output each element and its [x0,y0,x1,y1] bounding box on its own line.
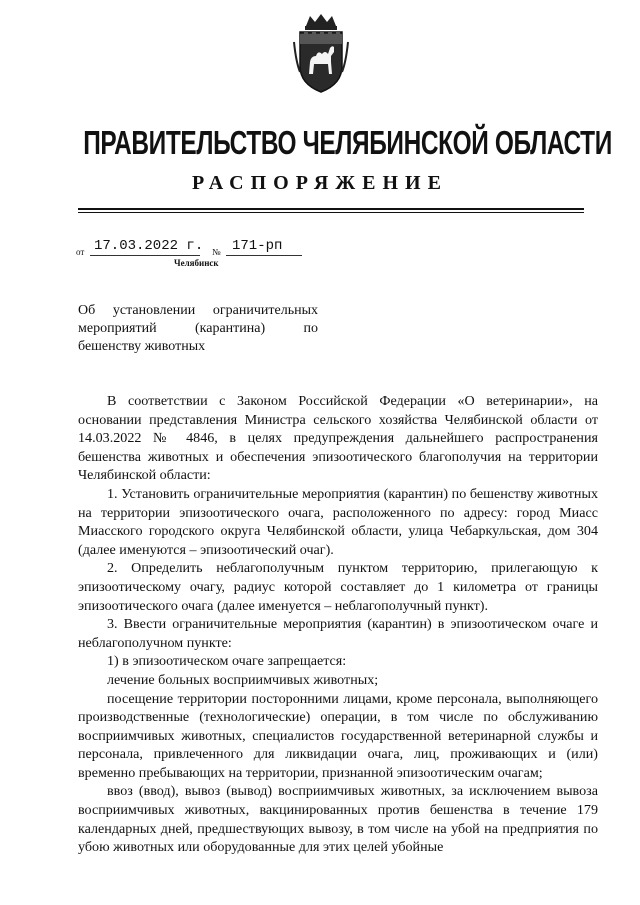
subject-line-3: бешенству животных [78,339,206,354]
body-paragraph: посещение территории посторонними лицами, кроме персонала, выполняющего производственные (технологические) операции, в том числе по обслуживанию восприимчивых животных, специалистов государственной ветеринарной службы и персонала, привлеченного для ликвидации очага, лиц, проживающих и (или) временно пребывающих на территории, признанной эпизоотическим очагам; [78,690,598,781]
city-name: Челябинск [174,258,219,268]
number-sign: № [212,247,221,257]
body-paragraph: лечение больных восприимчивых животных; [107,671,379,688]
header-divider-thin [78,212,584,213]
body-paragraph: 1. Установить ограничительные мероприятия (карантин) по бешенству животных на территории эпизоотического очага, расположенного по адресу: город Миасс Миасского городского округа Челябинской области, улица Чебаркульская, дом 304 (далее именуются – эпизоотический очаг). [78,485,598,558]
document-body [78,392,598,857]
body-paragraph: 2. Определить неблагополучным пунктом территорию, прилегающую к эпизоотическому очагу, радиус которой составляет до 1 километра от границы эпизоотического очага (далее именуется – неблагополучный пункт). [78,560,598,614]
date-underline [90,255,200,256]
document-date: 17.03.2022 г. [94,238,204,254]
date-prefix: от [76,247,85,257]
document-number: 171-рп [232,238,283,254]
coat-of-arms-icon [292,12,350,94]
number-underline [226,255,302,256]
document-type-title: РАСПОРЯЖЕНИЕ [192,172,448,194]
subject-line-2: мероприятий (карантина) по [78,321,318,336]
body-paragraph: 1) в эпизоотическом очаге запрещается: [107,653,347,670]
body-paragraph: ввоз (ввод), вывоз (вывод) восприимчивых животных, за исключением вывоза восприимчивых животных, вакцинированных против бешенства в течение 179 календарных дней, предшествующих вывозу, в том числе на убой на предприятия по убою животных или оборудованные для этих целей убойные [78,783,598,856]
government-title: ПРАВИТЕЛЬСТВО ЧЕЛЯБИНСКОЙ ОБЛАСТИ [83,124,612,161]
body-paragraph: 3. Ввести ограничительные мероприятия (карантин) в эпизоотическом очаге и неблагополучном пункте: [78,616,598,651]
document-subject [78,302,318,356]
body-paragraph: В соответствии с Законом Российской Федерации «О ветеринарии», на основании представления Министра сельского хозяйства Челябинской области от 14.03.2022 № 4846, в целях предупреждения дальнейшего распространения бешенства животных и обеспечения эпизоотического благополучия на территории Челябинской области: [78,393,598,484]
subject-line-1: Об установлении ограничительных [78,303,318,318]
header-divider-thick [78,208,584,210]
